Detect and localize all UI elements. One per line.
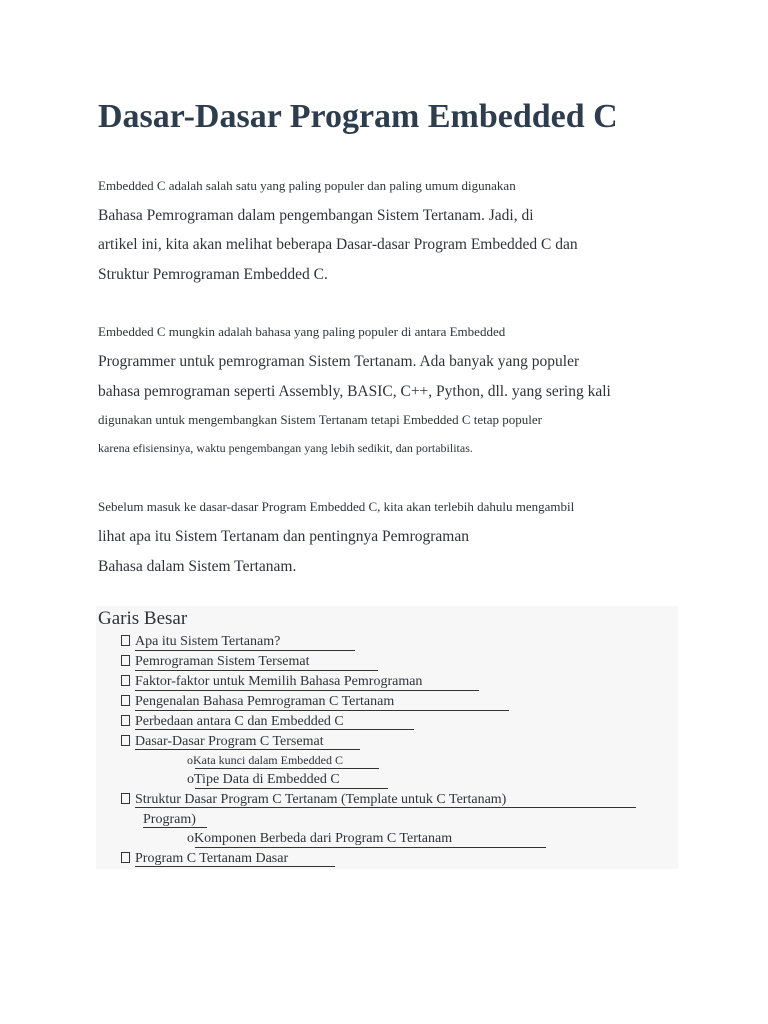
outline-link-label: Perbedaan antara C dan Embedded C [135, 714, 344, 729]
link-underline [135, 749, 360, 750]
bullet-icon [121, 695, 130, 706]
paragraph-line: Embedded C mungkin adalah bahasa yang paling populer di antara Embedded [98, 324, 506, 339]
outline-link-label: Pengenalan Bahasa Pemrograman C Tertanam [135, 694, 395, 709]
link-underline [135, 866, 335, 867]
outline-link-label: Kata kunci dalam Embedded C [193, 753, 343, 767]
circle-bullet-icon: o [187, 831, 194, 846]
outline-link[interactable] [121, 674, 422, 690]
bullet-icon [121, 852, 130, 863]
article-title: Dasar-Dasar Program Embedded C [98, 98, 618, 135]
outline-sublink[interactable] [187, 831, 452, 847]
outline-link[interactable] [121, 714, 344, 730]
link-underline [135, 807, 636, 808]
bullet-icon [121, 715, 130, 726]
bullet-icon [121, 655, 130, 666]
paragraph-line: Struktur Pemrograman Embedded C. [98, 266, 328, 283]
paragraph-line: bahasa pemrograman seperti Assembly, BASIC, C++, Python, dll. yang sering kali [98, 383, 611, 400]
link-underline [135, 710, 509, 711]
outline-link[interactable] [121, 634, 280, 650]
outline-link-label: Pemrograman Sistem Tersemat [135, 654, 310, 669]
outline-link-label: Struktur Dasar Program C Tertanam (Template untuk C Tertanam) [135, 792, 507, 807]
outline-link-label: Dasar-Dasar Program C Tersemat [135, 734, 324, 749]
outline-link-label: Faktor-faktor untuk Memilih Bahasa Pemrograman [135, 674, 423, 689]
bullet-icon [121, 635, 130, 646]
outline-link[interactable] [121, 851, 288, 867]
circle-bullet-icon: o [187, 753, 193, 767]
outline-link[interactable] [121, 654, 310, 670]
outline-link[interactable] [121, 734, 324, 750]
link-underline [195, 788, 388, 789]
outline-link-label: Program) [143, 812, 196, 827]
outline-heading: Garis Besar [98, 608, 188, 629]
bullet-icon [121, 735, 130, 746]
outline-link[interactable] [121, 792, 506, 808]
paragraph-line: lihat apa itu Sistem Tertanam dan pentingnya Pemrograman [98, 528, 469, 545]
outline-link-label: Program C Tertanam Dasar [135, 851, 289, 866]
paragraph-line: karena efisiensinya, waktu pengembangan yang lebih sedikit, dan portabilitas. [98, 441, 473, 455]
link-underline [135, 729, 414, 730]
bullet-icon [121, 675, 130, 686]
outline-sublink[interactable] [187, 772, 340, 788]
paragraph-line: Bahasa Pemrograman dalam pengembangan Sistem Tertanam. Jadi, di [98, 207, 534, 224]
outline-link-continuation[interactable] [143, 812, 196, 828]
link-underline [143, 827, 207, 828]
link-underline [195, 847, 546, 848]
outline-link-label: Apa itu Sistem Tertanam? [135, 634, 281, 649]
link-underline [135, 650, 355, 651]
outline-link-label: Tipe Data di Embedded C [194, 772, 340, 787]
outline-link[interactable] [121, 694, 394, 710]
paragraph-line: digunakan untuk mengembangkan Sistem Tertanam tetapi Embedded C tetap populer [98, 412, 542, 427]
link-underline [195, 768, 379, 769]
link-underline [135, 690, 479, 691]
paragraph-line: Sebelum masuk ke dasar-dasar Program Embedded C, kita akan terlebih dahulu mengambil [98, 499, 575, 514]
outline-sublink[interactable] [187, 753, 343, 768]
bullet-icon [121, 793, 130, 804]
link-underline [135, 670, 378, 671]
paragraph-line: Embedded C adalah salah satu yang paling populer dan paling umum digunakan [98, 178, 516, 193]
outline-link-label: Komponen Berbeda dari Program C Tertanam [194, 831, 453, 846]
paragraph-line: Programmer untuk pemrograman Sistem Tertanam. Ada banyak yang populer [98, 353, 580, 370]
circle-bullet-icon: o [187, 772, 194, 787]
paragraph-line: Bahasa dalam Sistem Tertanam. [98, 558, 297, 575]
paragraph-line: artikel ini, kita akan melihat beberapa Dasar-dasar Program Embedded C dan [98, 236, 578, 253]
